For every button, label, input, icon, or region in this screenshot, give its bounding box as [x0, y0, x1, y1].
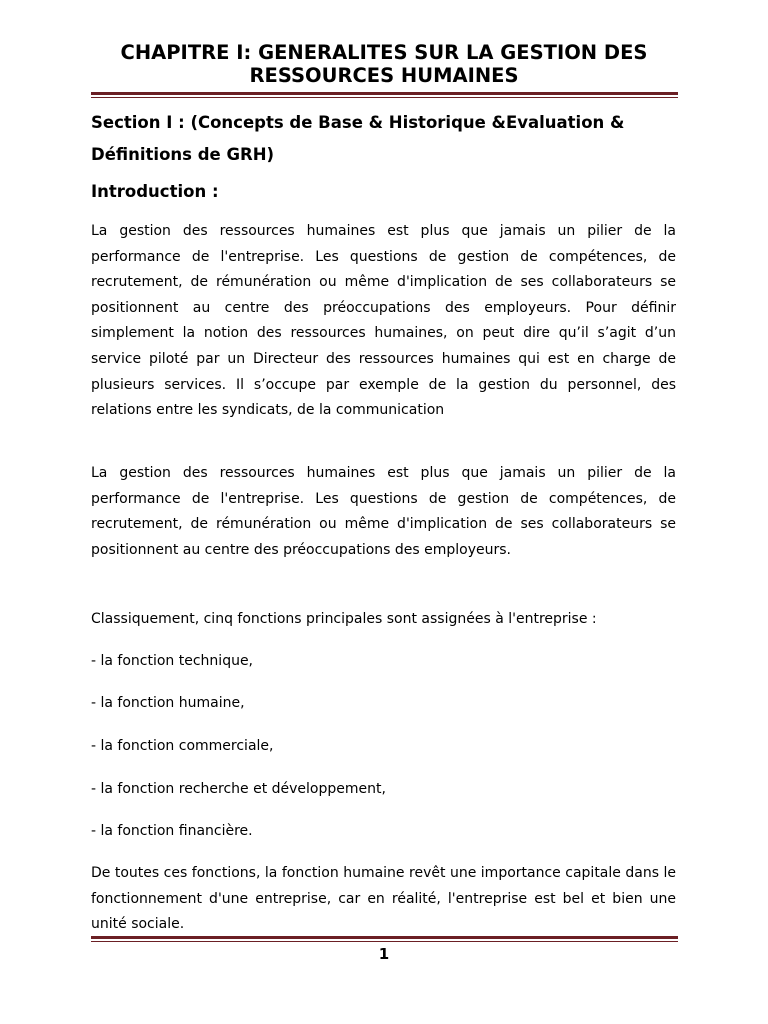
- function-item-financiere: - la fonction financière.: [91, 823, 253, 839]
- function-item-technique: - la fonction technique,: [91, 653, 254, 669]
- introduction-heading: Introduction :: [91, 182, 219, 201]
- section-title: Section I : (Concepts de Base & Historique &Evaluation & Définitions de GRH): [91, 113, 625, 164]
- function-item-recherche: - la fonction recherche et développement,: [91, 781, 386, 797]
- page-number: 1: [378, 945, 390, 963]
- function-item-commerciale: - la fonction commerciale,: [91, 738, 274, 754]
- chapter-title: CHAPITRE I: GENERALITES SUR LA GESTION DES RESSOURCES HUMAINES: [120, 41, 648, 87]
- header-divider: [91, 92, 678, 98]
- conclusion-paragraph: De toutes ces fonctions, la fonction humaine revêt une importance capitale dans le fonctionnement d'une entreprise, car en réalité, l'entreprise est bel et bien une unité sociale.: [91, 865, 676, 933]
- function-item-humaine: - la fonction humaine,: [91, 695, 245, 711]
- intro-paragraph-2: La gestion des ressources humaines est plus que jamais un pilier de la performance de l'entreprise. Les questions de gestion de compétences, de recrutement, de rémunération ou même d'implication de ses collaborateurs se positionnent au centre des préoccupations des employeurs.: [91, 465, 676, 558]
- intro-paragraph-1: La gestion des ressources humaines est plus que jamais un pilier de la performance de l'entreprise. Les questions de gestion de compétences, de recrutement, de rémunération ou même d'implication de ses collaborateurs se positionnent au centre des préoccupations des employeurs. Pour définir simplement la notion des ressources humaines, on peut dire qu’il s’agit d’un service piloté par un Directeur des ressources humaines qui est en charge de plusieurs services. Il s’occupe par exemple de la gestion du personnel, des relations entre les syndicats, de la communication: [91, 223, 676, 419]
- functions-intro: Classiquement, cinq fonctions principales sont assignées à l'entreprise :: [91, 611, 597, 627]
- footer-divider: [91, 936, 678, 942]
